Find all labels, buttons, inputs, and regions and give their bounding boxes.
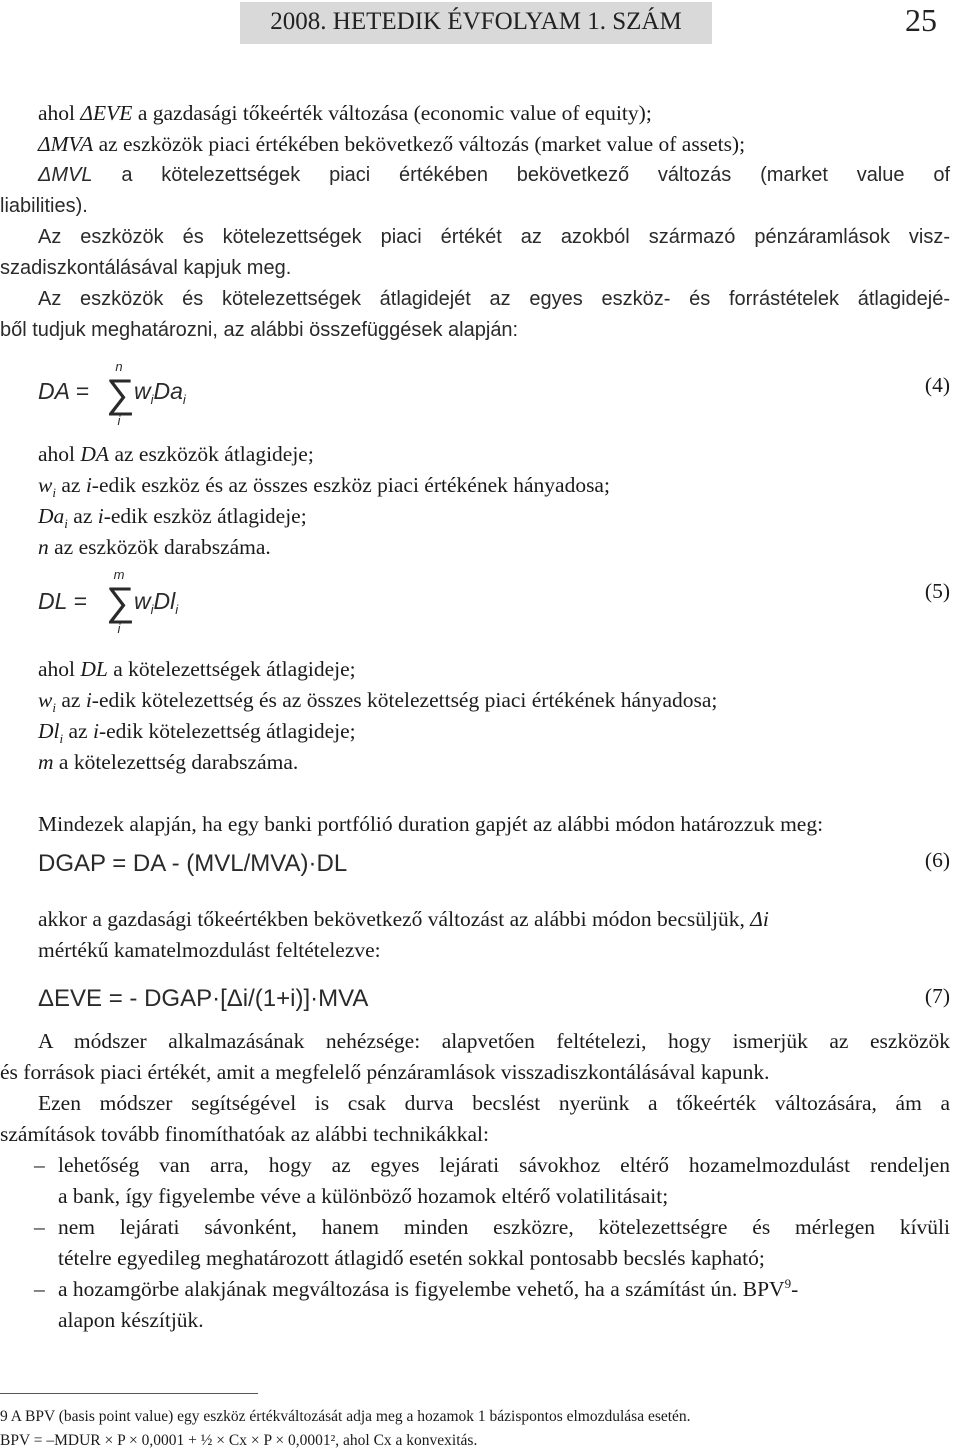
bullet-dash-1: –	[34, 1153, 45, 1177]
bullet-3-line2: alapon készítjük.	[58, 1308, 204, 1332]
bullet-3-line1: a hozamgörbe alakjának megváltozása is figyelembe vehető, ha a számítást ún. BPV$^9$-	[58, 1275, 799, 1301]
def-dai: $Da_i$ az i-edik eszköz átlagideje;	[38, 504, 307, 531]
bullet-1-line1: lehetőség van arra, hogy az egyes lejárati sávokhoz eltérő hozamelmozdulást rendeljen	[58, 1153, 950, 1177]
para-difficulty-line2: és források piaci értékét, amit a megfelelő pénzáramlások visszadiszkontálásával kapunk.	[0, 1060, 770, 1084]
def-eve: ahol ΔEVE a gazdasági tőkeérték változása (economic value of equity);	[38, 101, 652, 125]
bullet-1-line2: a bank, így figyelembe véve a különböző hozamok eltérő volatilitásait;	[58, 1184, 669, 1208]
para-eve-line2: mértékű kamatelmozdulást feltételezve:	[38, 938, 381, 962]
equation-6: DGAP = DA - (MVL/MVA)·DL	[38, 850, 348, 877]
def-wi-assets: $w_i$ az i-edik eszköz és az összes eszköz piaci értékének hányadosa;	[38, 473, 610, 500]
def-dli: $Dl_i$ az i-edik kötelezettség átlagideje;	[38, 719, 356, 746]
def-da: ahol DA az eszközök átlagideje;	[38, 442, 314, 466]
footnote-line1: 9 A BPV (basis point value) egy eszköz értékváltozását adja meg a hozamok 1 bázispontos elmozdulása esetén.	[0, 1408, 691, 1425]
para-market-value-line1: Az eszközök és kötelezettségek piaci értékét az azokból származó pénzáramlások visz-	[38, 226, 950, 248]
para-eve-line1: akkor a gazdasági tőkeértékben bekövetkező változást az alábbi módon becsüljük, Δi	[38, 907, 769, 931]
para-refinement-line1: Ezen módszer segítségével is csak durva becslést nyerünk a tőkeérték változására, ám a	[38, 1091, 950, 1115]
def-mva: ΔMVA az eszközök piaci értékében bekövetkező változás (market value of assets);	[38, 132, 746, 156]
para-duration-line2: ből tudjuk meghatározni, az alábbi összefüggések alapján:	[0, 319, 519, 341]
bullet-2-line2: tételre egyedileg meghatározott átlagidő esetén sokkal pontosabb becslés kapható;	[58, 1246, 765, 1270]
equation-7-number: (7)	[924, 984, 950, 1008]
def-dl: ahol DL a kötelezettségek átlagideje;	[38, 657, 356, 681]
footnote-line2: BPV = –MDUR × P × 0,0001 + ½ × Cx × P × 0,0001², ahol Cx a konvexitás.	[0, 1432, 478, 1449]
equation-5: DL = m ∑ i $w_iDl_i$	[38, 567, 179, 636]
def-m: m a kötelezettség darabszáma.	[38, 750, 299, 774]
equation-4-number: (4)	[924, 373, 950, 397]
para-refinement-line2: számítások tovább finomíthatóak az alábbi technikákkal:	[0, 1122, 489, 1146]
bullet-dash-3: –	[34, 1277, 45, 1301]
para-duration-line1: Az eszközök és kötelezettségek átlagidejét az egyes eszköz- és forrástételek átlagidejé-	[38, 288, 950, 310]
page-number: 25	[905, 2, 937, 38]
def-mvl: ΔMVL a kötelezettségek piaci értékében bekövetkező változás (market value of	[38, 164, 950, 186]
def-mvl-cont: liabilities).	[0, 195, 88, 217]
para-duration-gap: Mindezek alapján, ha egy banki portfólió duration gapjét az alábbi módon határozzuk meg:	[38, 812, 824, 836]
running-title: 2008. HETEDIK ÉVFOLYAM 1. SZÁM	[270, 8, 682, 35]
para-difficulty-line1: A módszer alkalmazásának nehézsége: alapvetően feltételezi, hogy ismerjük az eszközök	[38, 1029, 950, 1053]
equation-7: ΔEVE = - DGAP·[Δi/(1+i)]·MVA	[38, 985, 369, 1012]
equation-6-number: (6)	[924, 848, 950, 872]
footnote-rule	[0, 1393, 258, 1394]
def-wi-liabilities: $w_i$ az i-edik kötelezettség és az összes kötelezettség piaci értékének hányadosa;	[38, 688, 718, 715]
equation-5-number: (5)	[924, 579, 950, 603]
bullet-dash-2: –	[34, 1215, 45, 1239]
para-market-value-line2: szadiszkontálásával kapjuk meg.	[0, 257, 292, 279]
def-n: n az eszközök darabszáma.	[38, 535, 271, 559]
equation-4: DA = n ∑ i $w_iDa_i$	[38, 359, 186, 428]
footnote-ref[interactable]: 9	[784, 1275, 792, 1291]
bullet-2-line1: nem lejárati sávonként, hanem minden eszközre, kötelezettségre és mérlegen kívüli	[58, 1215, 950, 1239]
